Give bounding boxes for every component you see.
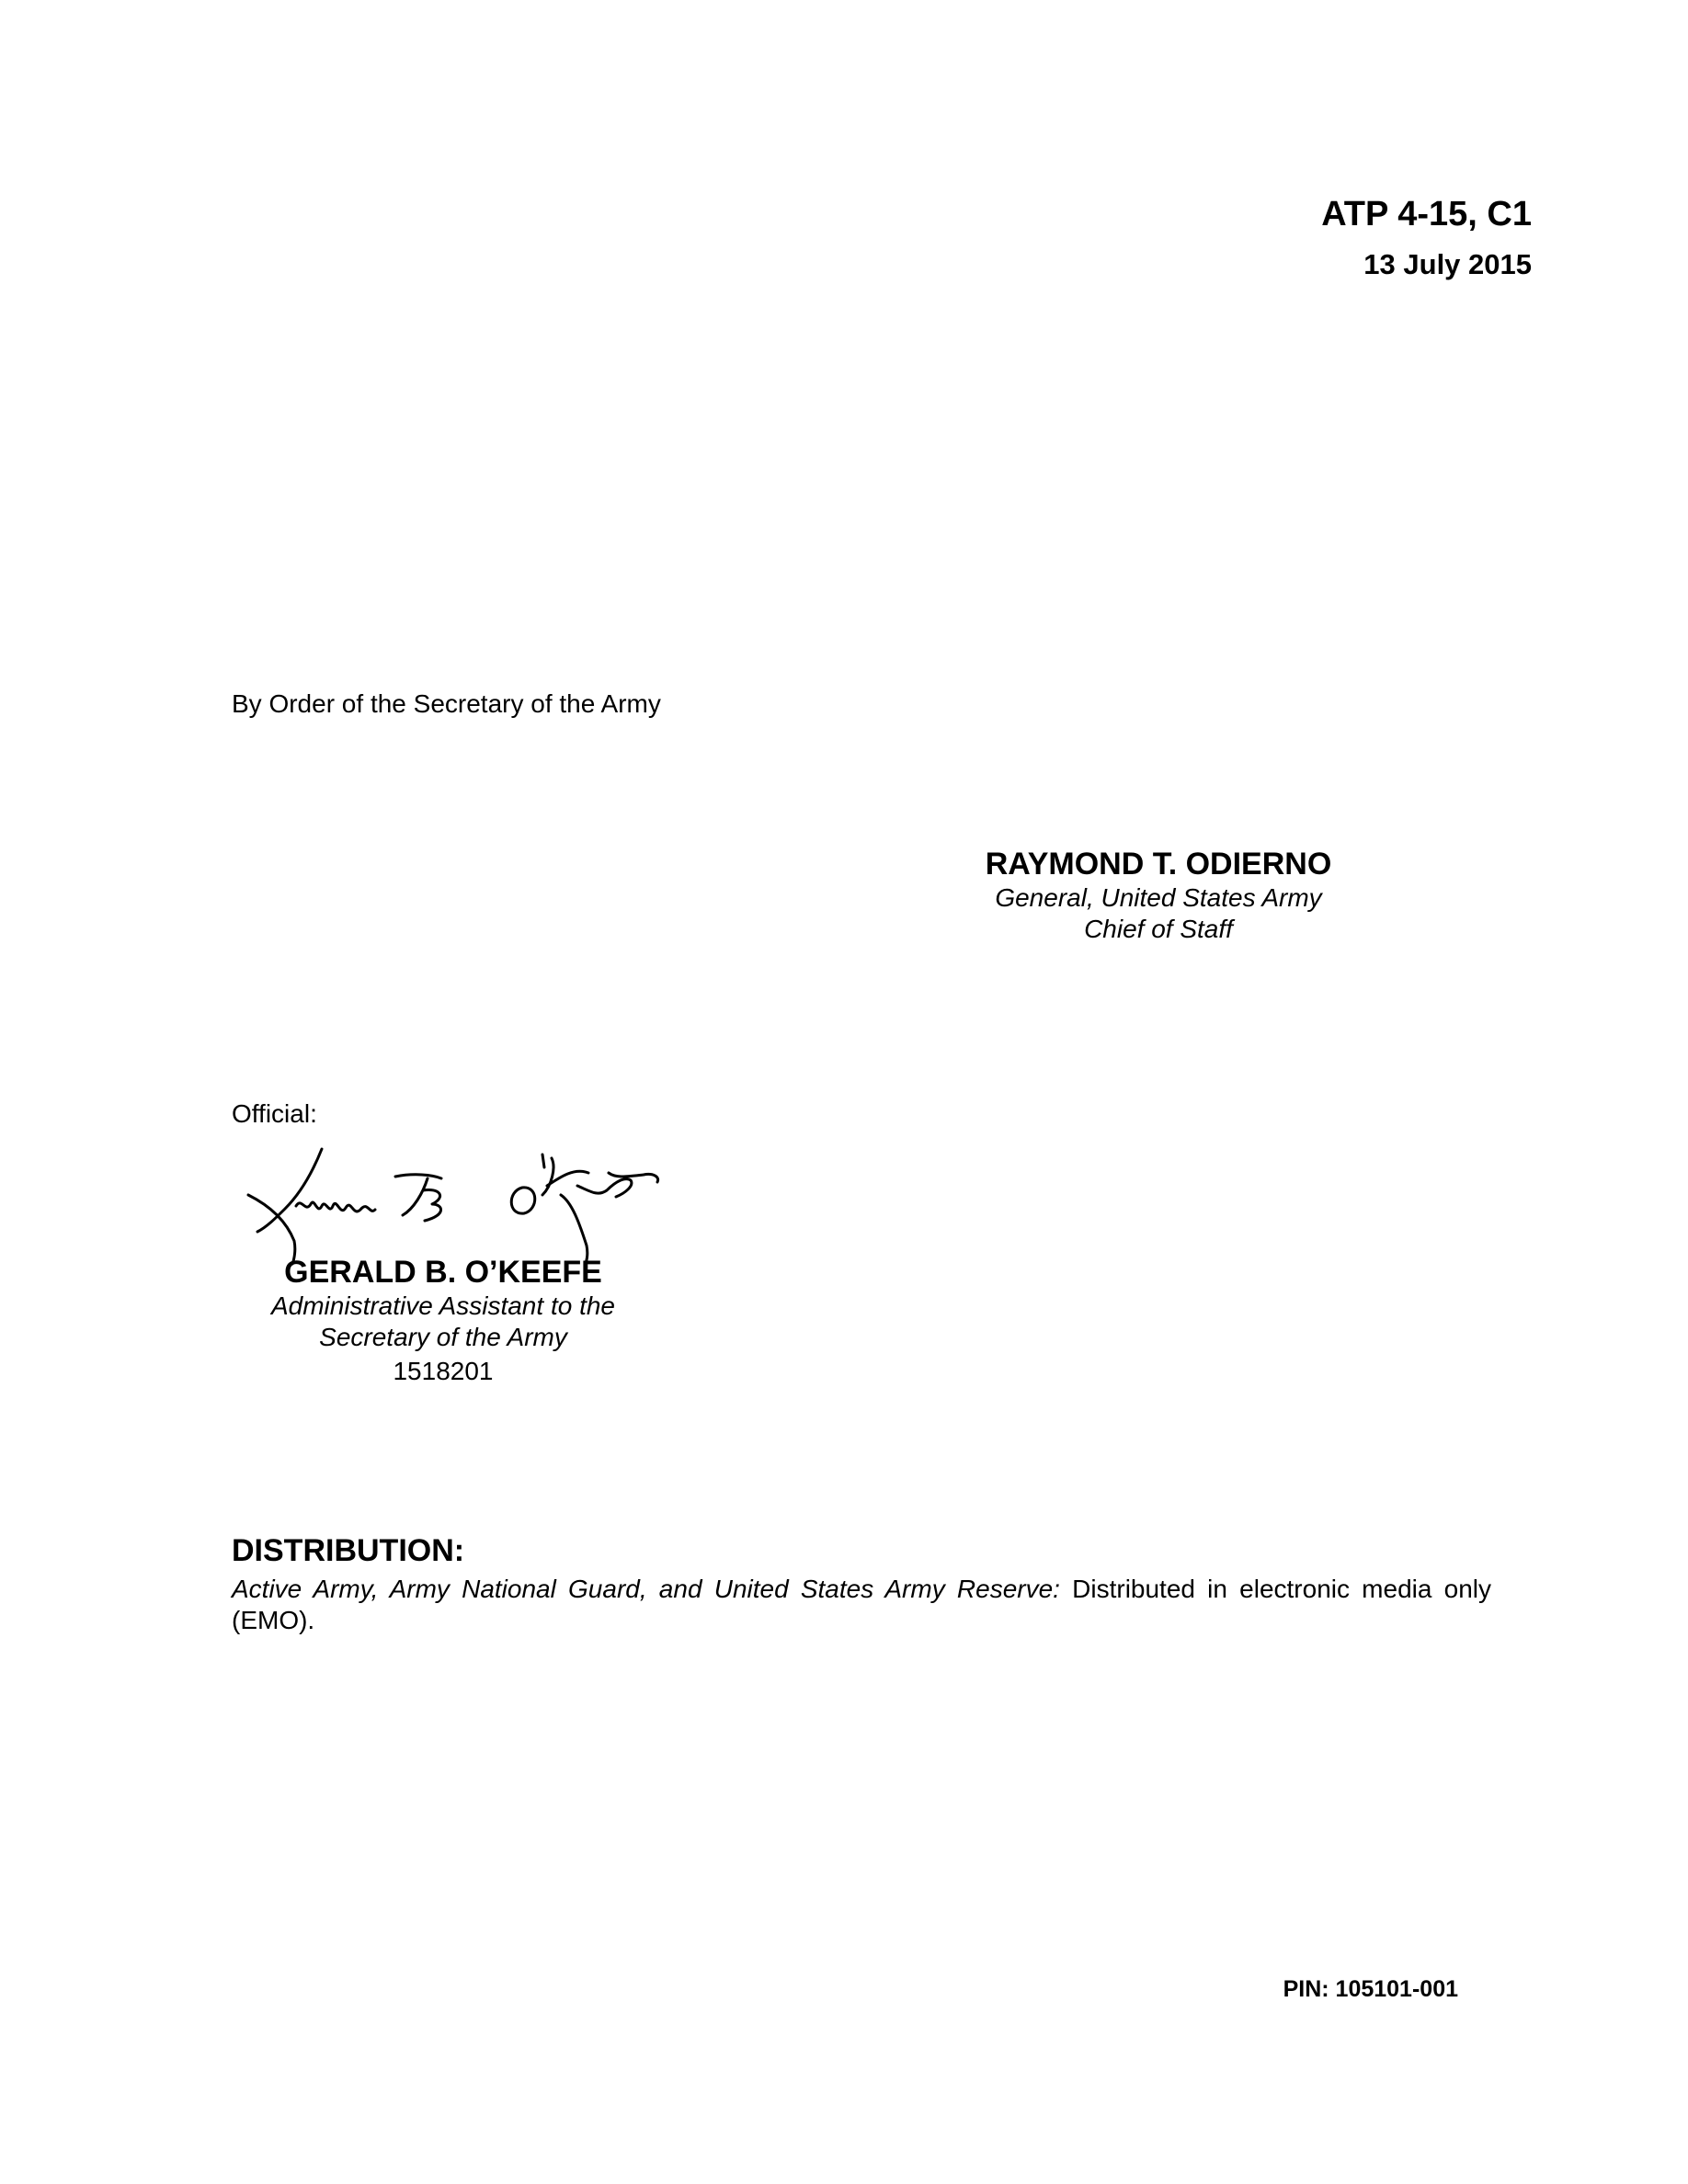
signer-title-line-2: Chief of Staff bbox=[1084, 915, 1233, 943]
handwritten-signature bbox=[230, 1140, 662, 1268]
official-signature-block bbox=[232, 1254, 655, 1390]
signer-title-line-1: General, United States Army bbox=[995, 883, 1322, 912]
publication-date: 13 July 2015 bbox=[1363, 248, 1532, 280]
official-label: Official: bbox=[232, 1099, 317, 1128]
publication-number: ATP 4-15, C1 bbox=[1321, 195, 1532, 233]
distribution-recipients: Active Army, Army National Guard, and United States Army Reserve: bbox=[232, 1575, 1060, 1603]
distribution-media-statement: Distributed in electronic media only (EMO). bbox=[232, 1575, 1492, 1634]
official-title-line-2: Secretary of the Army bbox=[319, 1323, 567, 1351]
official-title-line-1: Administrative Assistant to the bbox=[270, 1291, 615, 1320]
distribution-heading: DISTRIBUTION: bbox=[232, 1533, 465, 1568]
official-name: GERALD B. O’KEEFE bbox=[284, 1255, 602, 1290]
chief-of-staff-signature-block bbox=[947, 846, 1370, 945]
signer-name: RAYMOND T. ODIERNO bbox=[985, 847, 1332, 882]
by-order-line: By Order of the Secretary of the Army bbox=[232, 689, 661, 718]
pin-number: PIN: 105101-001 bbox=[1283, 1976, 1458, 2002]
official-number: 1518201 bbox=[393, 1357, 494, 1385]
distribution-statement bbox=[232, 1574, 1491, 1636]
